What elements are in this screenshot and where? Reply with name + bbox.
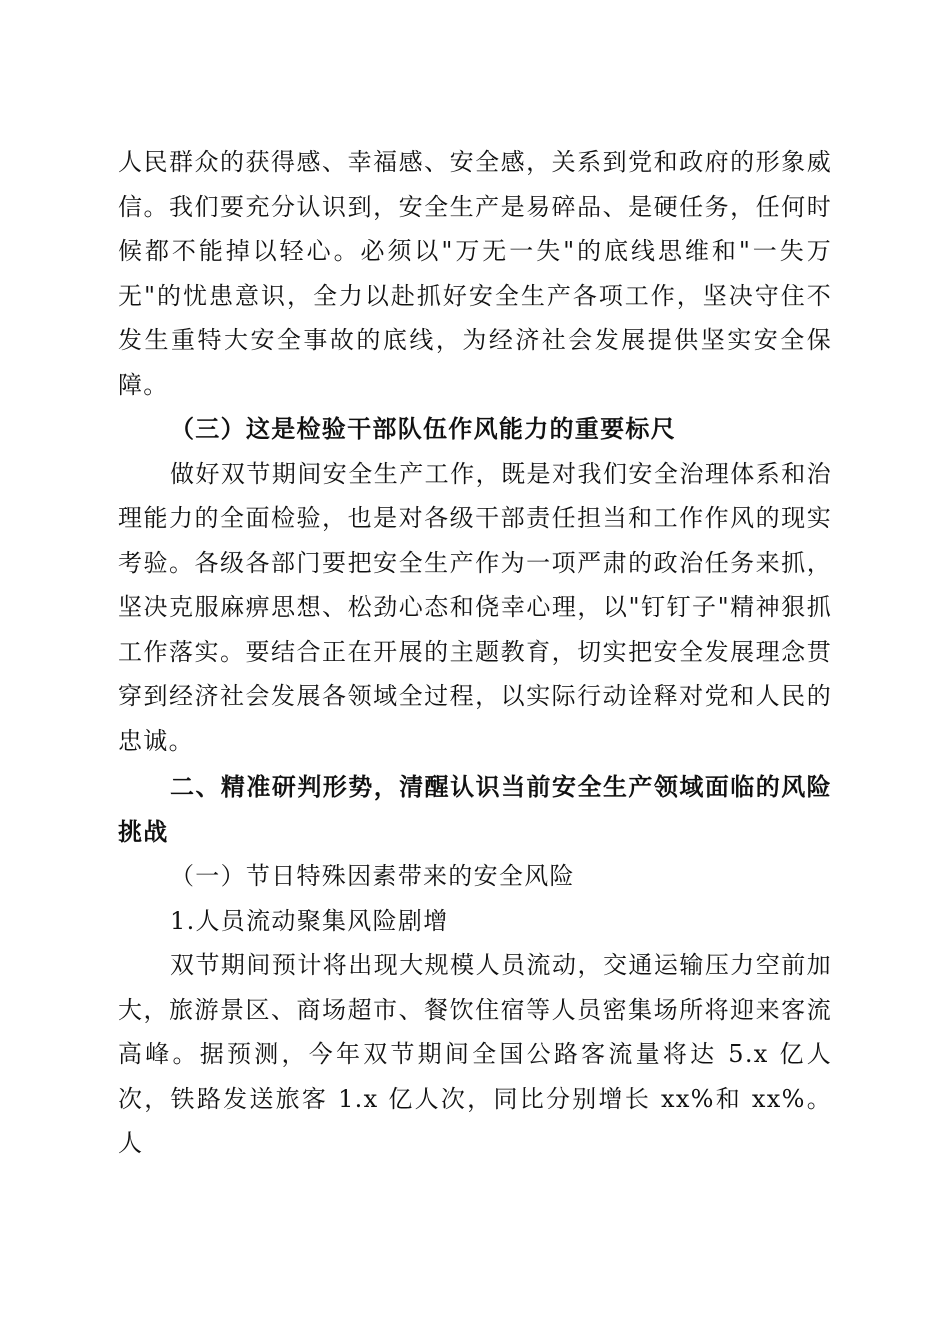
paragraph-continuation: 人民群众的获得感、幸福感、安全感，关系到党和政府的形象威信。我们要充分认识到，安全生产是易碎品、是硬任务，任何时候都不能掉以轻心。必须以"万无一失"的底线思维和"一失万无"的忧患意识，全力以赴抓好安全生产各项工作，坚决守住不发生重特大安全事故的底线，为经济社会发展提供坚实安全保障。 — [118, 148, 832, 399]
list-item-heading: 1.人员流动聚集风险剧增 — [170, 906, 449, 935]
subheading-one: （一）节日特殊因素带来的安全风险 — [170, 862, 575, 890]
section-heading-two: 二、精准研判形势，清醒认识当前安全生产领域面临的风险挑战 — [118, 773, 832, 846]
paragraph-cadre-test: 做好双节期间安全生产工作，既是对我们安全治理体系和治理能力的全面检验，也是对各级干部责任担当和工作作风的现实考验。各级各部门要把安全生产作为一项严肃的政治任务来抓，坚决克服麻痹思想、松劲心态和侥幸心理，以"钉钉子"精神狠抓工作落实。要结合正在开展的主题教育，切实把安全发展理念贯穿到经济社会发展各领域全过程，以实际行动诠释对党和人民的忠诚。 — [118, 459, 832, 755]
paragraph-flow-risk: 双节期间预计将出现大规模人员流动，交通运输压力空前加大，旅游景区、商场超市、餐饮住宿等人员密集场所将迎来客流高峰。据预测，今年双节期间全国公路客流量将达 5.x 亿人次，铁路发送旅客 1.x 亿人次，同比分别增长 xx%和 xx%。人 — [118, 951, 832, 1157]
subheading-three: （三）这是检验干部队伍作风能力的重要标尺 — [170, 415, 676, 443]
document-body — [118, 140, 832, 1166]
